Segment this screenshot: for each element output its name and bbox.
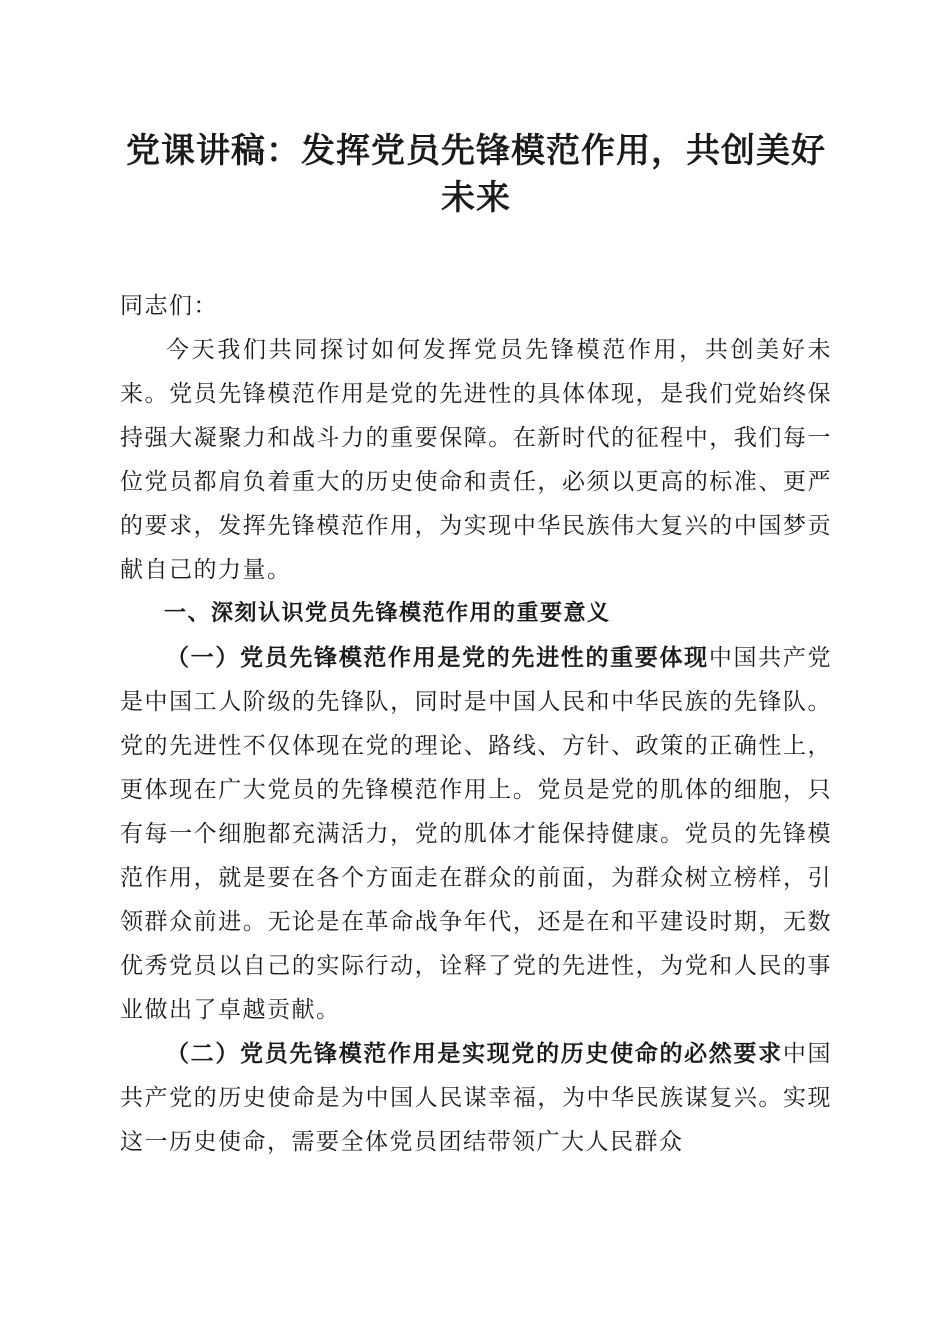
document-body — [120, 284, 832, 1164]
section-heading: 一、深刻认识党员先锋模范作用的重要意义 — [164, 601, 611, 626]
document-title: 党课讲稿：发挥党员先锋模范作用，共创美好未来 — [126, 131, 826, 218]
subsection-1-heading: （一）党员先锋模范作用是党的先进性的重要体现 — [166, 644, 709, 671]
intro-paragraph: 今天我们共同探讨如何发挥党员先锋模范作用，共创美好未来。党员先锋模范作用是党的先进性的具体体现，是我们党始终保持强大凝聚力和战斗力的重要保障。在新时代的征程中，我们每一位党员都肩负着重大的历史使命和责任，必须以更高的标准、更严的要求，发挥先锋模范作用，为实现中华民族伟大复兴的中国梦贡献自己的力量。 — [120, 337, 832, 583]
subsection-2-paragraph — [120, 1032, 832, 1164]
subsection-1-paragraph — [120, 636, 832, 1032]
salutation: 同志们： — [120, 293, 218, 319]
subsection-2-body: 中国共产党的历史使命是为中国人民谋幸福，为中华民族谋复兴。实现这一历史使命，需要全体党员团结带领广大人民群众 — [120, 1041, 833, 1155]
subsection-1-body: 中国共产党是中国工人阶级的先锋队，同时是中国人民和中华民族的先锋队。党的先进性不仅体现在党的理论、路线、方针、政策的正确性上，更体现在广大党员的先锋模范作用上。党员是党的肌体的细胞，只有每一个细胞都充满活力，党的肌体才能保持健康。党员的先锋模范作用，就是要在各个方面走在群众的前面，为群众树立榜样，引领群众前进。无论是在革命战争年代，还是在和平建设时期，无数优秀党员以自己的实际行动，诠释了党的先进性，为党和人民的事业做出了卓越贡献。 — [120, 645, 833, 1023]
document-page — [120, 128, 832, 1164]
subsection-2-heading: （二）党员先锋模范作用是实现党的历史使命的必然要求 — [166, 1040, 783, 1067]
